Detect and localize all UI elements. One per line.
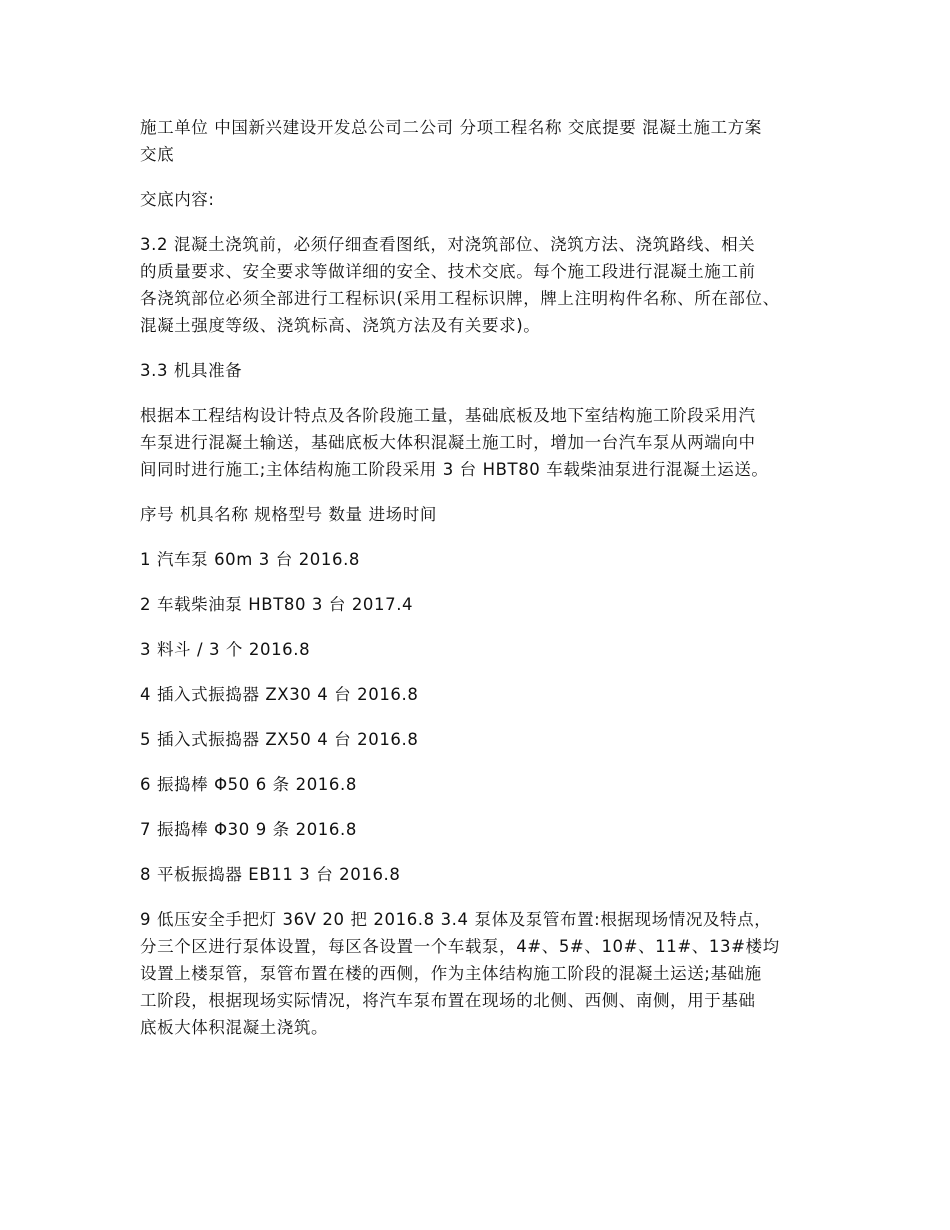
text-line: 工阶段，根据现场实际情况，将汽车泵布置在现场的北侧、西侧、南侧，用于基础	[140, 991, 756, 1010]
equipment-row	[140, 861, 820, 888]
text-line: 车泵进行混凝土输送，基础底板大体积混凝土施工时，增加一台汽车泵从两端向中	[140, 433, 756, 452]
equipment-row	[140, 771, 820, 798]
header-info	[140, 114, 820, 168]
text-line: 的质量要求、安全要求等做详细的安全、技术交底。每个施工段进行混凝土施工前	[140, 262, 756, 281]
paragraph-3-2	[140, 231, 820, 339]
header-line: 施工单位 中国新兴建设开发总公司二公司 分项工程名称 交底提要 混凝土施工方案	[140, 118, 762, 137]
text-line: 9 低压安全手把灯 36V 20 把 2016.8 3.4 泵体及泵管布置:根据现场情况及特点，	[140, 910, 772, 929]
heading-text: 3.3 机具准备	[140, 361, 243, 380]
text-line: 根据本工程结构设计特点及各阶段施工量，基础底板及地下室结构施工阶段采用汽	[140, 406, 756, 425]
equipment-row	[140, 591, 820, 618]
text-line: 分三个区进行泵体设置，每区各设置一个车载泵，4#、5#、10#、11#、13#楼均	[140, 937, 780, 956]
text-line: 各浇筑部位必须全部进行工程标识(采用工程标识牌，牌上注明构件名称、所在部位、	[140, 289, 780, 308]
equipment-row	[140, 546, 820, 573]
header-line: 交底	[140, 145, 175, 164]
document-body	[140, 114, 820, 1041]
equipment-row-text: 8 平板振捣器 EB11 3 台 2016.8	[140, 865, 401, 884]
text-line: 混凝土强度等级、浇筑标高、浇筑方法及有关要求)。	[140, 316, 541, 335]
section-label	[140, 186, 820, 213]
section-label-text: 交底内容:	[140, 190, 215, 209]
text-line: 设置上楼泵管，泵管布置在楼的西侧，作为主体结构施工阶段的混凝土运送;基础施	[140, 964, 762, 983]
heading-3-3	[140, 357, 820, 384]
equipment-row-text: 2 车载柴油泵 HBT80 3 台 2017.4	[140, 595, 414, 614]
equipment-row	[140, 681, 820, 708]
equipment-row-text: 4 插入式振捣器 ZX30 4 台 2016.8	[140, 685, 419, 704]
equipment-row	[140, 726, 820, 753]
equipment-row-text: 7 振捣棒 Φ30 9 条 2016.8	[140, 820, 357, 839]
equipment-row	[140, 636, 820, 663]
equipment-row-text: 1 汽车泵 60m 3 台 2016.8	[140, 550, 361, 569]
equipment-table-header	[140, 501, 820, 528]
text-line: 3.2 混凝土浇筑前，必须仔细查看图纸，对浇筑部位、浇筑方法、浇筑路线、相关	[140, 235, 756, 254]
equipment-row-text: 5 插入式振捣器 ZX50 4 台 2016.8	[140, 730, 419, 749]
text-line: 间同时进行施工;主体结构施工阶段采用 3 台 HBT80 车载柴油泵进行混凝土运送。	[140, 460, 769, 479]
equipment-row-text: 3 料斗 / 3 个 2016.8	[140, 640, 311, 659]
equipment-row-text: 6 振捣棒 Φ50 6 条 2016.8	[140, 775, 357, 794]
paragraph-3-4	[140, 906, 820, 1041]
paragraph-3-3	[140, 402, 820, 483]
text-line: 底板大体积混凝土浇筑。	[140, 1018, 329, 1037]
table-header-text: 序号 机具名称 规格型号 数量 进场时间	[140, 505, 437, 524]
equipment-row	[140, 816, 820, 843]
